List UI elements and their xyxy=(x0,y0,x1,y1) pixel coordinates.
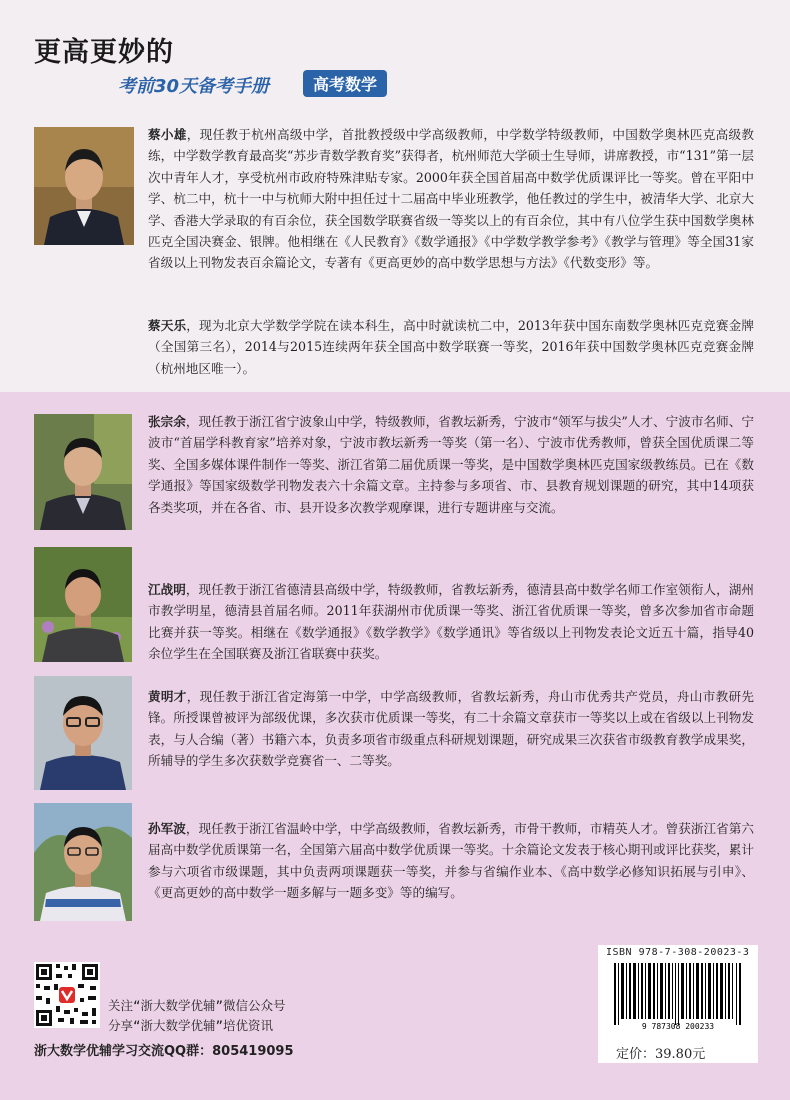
author-description: ，现为北京大学数学学院在读本科生，高中时就读杭二中，2013年获中国东南数学奥林匹克竞赛金牌（全国第三名），2014与2015连续两年获全国高中数学联赛一等奖，2016年获中国数学奥林匹克竞赛金牌（杭州地区唯一）。 xyxy=(148,318,754,376)
barcode xyxy=(614,963,742,1029)
author-name: 江战明 xyxy=(148,582,186,597)
wechat-qr-code xyxy=(34,962,100,1028)
author-description: ，现任教于浙江省宁波象山中学，特级教师，省教坛新秀，宁波市“领军与拔尖”人才、宁波市名师、宁波市“首届学科教育家”培养对象，宁波市教坛新秀一等奖（第一名）、宁波市优秀教师，曾获全国优质课二等奖、全国多媒体课件制作一等奖、浙江省第二届优质课一等奖，是中国数学奥林匹克国家级教练员。已在《数学通报》等国家级数学刊物发表六十余篇文章。主持参与多项省、市、县教育规划课题的研究，其中14项获各类奖项，并在各省、市、县开设多次教学观摩课，进行专题讲座与交流。 xyxy=(148,414,754,515)
author-name: 孙军波 xyxy=(148,821,186,836)
barcode-digits: 9 787308 200233 xyxy=(641,1022,715,1029)
author-bio-sun-junbo xyxy=(148,818,754,904)
author-photo-huang-mingcai xyxy=(34,676,132,790)
author-name: 蔡小雄 xyxy=(148,127,187,142)
follow-info xyxy=(108,996,286,1036)
barcode-box xyxy=(598,945,758,1063)
author-description: ，现任教于浙江省温岭中学，中学高级教师，省教坛新秀，市骨干教师，市精英人才。曾获浙江省第六届高中数学优质课第一名，全国第六届高中数学优质课一等奖。十余篇论文发表于核心期刊或评比获奖，累计参与六项省市级课题，其中负责两项课题获一等奖，并参与省编作业本、《高中数学必修知识拓展与引申》、《更高更妙的高中数学一题多解与一题多变》等的编写。 xyxy=(148,821,755,901)
author-photo-zhang-zongyu xyxy=(34,414,132,530)
follow-line-1: 关注“浙大数学优辅”微信公众号 xyxy=(108,998,286,1013)
isbn-text: ISBN 978-7-308-20023-3 xyxy=(606,947,750,958)
book-title: 更高更妙的 xyxy=(34,37,174,68)
author-photo-jiang-zhanming xyxy=(34,547,132,662)
subject-badge: 高考数学 xyxy=(303,70,387,97)
author-bio-cai-tianle xyxy=(148,315,754,379)
follow-line-2: 分享“浙大数学优辅”培优资讯 xyxy=(108,1018,274,1033)
book-subtitle: 考前30天备考手册 xyxy=(118,76,270,97)
author-bio-zhang-zongyu xyxy=(148,411,754,518)
author-name: 张宗余 xyxy=(148,414,186,429)
author-bio-jiang-zhanming xyxy=(148,579,754,665)
author-description: ，现任教于浙江省定海第一中学，中学高级教师，省教坛新秀，舟山市优秀共产党员，舟山市教研先锋。所授课曾被评为部级优课，多次获市优质课一等奖，有二十余篇文章获市一等奖以上或在省级以上刊物发表，与人合编（著）书籍六本，负责多项省市级重点科研规划课题，研究成果三次获省市级教育教学成果奖，所辅导的学生多次获数学竞赛省一、二等奖。 xyxy=(148,689,755,769)
author-photo-sun-junbo xyxy=(34,803,132,921)
author-description: ，现任教于浙江省德清县高级中学，特级教师，省教坛新秀，德清县高中数学名师工作室领衔人，湖州市教学明星，德清县首届名师。2011年获湖州市优质课一等奖、浙江省优质课一等奖，曾多次参加省市命题比赛并获一等奖。相继在《数学通报》《数学教学》《数学通讯》等省级以上刊物发表论文近五十篇，指导40余位学生在全国联赛及浙江省联赛中获奖。 xyxy=(148,582,755,662)
price-text: 定价：39.80元 xyxy=(616,1047,706,1062)
author-description: ，现任教于杭州高级中学，首批教授级中学高级教师，中学数学特级教师，中国数学奥林匹克高级教练，中学数学教育最高奖“苏步青数学教育奖”获得者，杭州师范大学硕士生导师，讲席教授，市“131”第一层次中青年人才，享受杭州市政府特殊津贴专家。2000年获全国首届高中数学优质课评比一等奖。曾在平阳中学、杭二中，杭十一中与杭师大附中担任过十二届高中毕业班教学，他任教过的学生中，被清华大学、北京大学、香港大学录取的有百余位，获全国数学联赛省级一等奖以上的有百余位，其中有八位学生获中国数学奥林匹克全国决赛金、银牌。他相继在《人民教育》《数学通报》《中学数学教学参考》《教学与管理》等全国31家省级以上刊物发表百余篇论文，专著有《更高更妙的高中数学思想与方法》《代数变形》等。 xyxy=(148,127,755,271)
author-photo-cai-xiaoxiong xyxy=(34,127,134,245)
author-bio-huang-mingcai xyxy=(148,686,754,772)
qq-group-text: 浙大数学优辅学习交流QQ群：805419095 xyxy=(34,1044,294,1059)
author-bio-cai-xiaoxiong xyxy=(148,124,754,274)
author-name: 蔡天乐 xyxy=(148,318,187,333)
author-name: 黄明才 xyxy=(148,689,187,704)
